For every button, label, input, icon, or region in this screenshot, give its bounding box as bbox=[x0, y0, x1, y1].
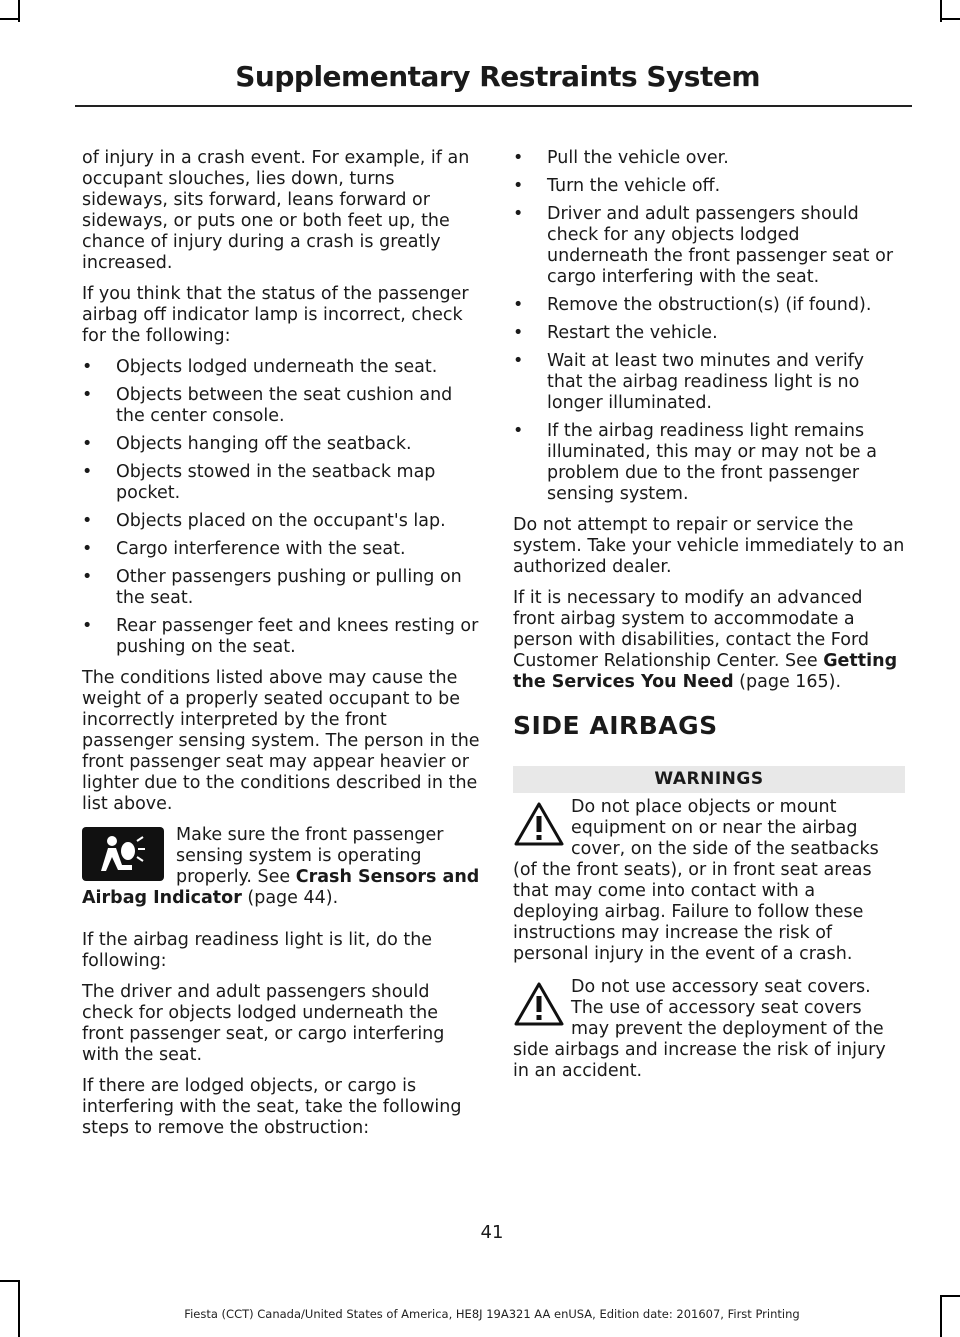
list-item: • Remove the obstruction(s) (if found). bbox=[513, 295, 905, 316]
list-item: • Turn the vehicle off. bbox=[513, 176, 905, 197]
airbag-note bbox=[82, 825, 480, 909]
header-divider bbox=[75, 105, 912, 107]
list-item: • Driver and adult passengers should check for any objects lodged underneath the front passenger seat or cargo interfering with the seat. bbox=[513, 204, 905, 288]
list-item: • Objects lodged underneath the seat. bbox=[82, 357, 480, 378]
crop-mark bbox=[942, 1295, 960, 1297]
crop-mark bbox=[942, 18, 960, 20]
list-item: • Restart the vehicle. bbox=[513, 323, 905, 344]
list-item: • Objects between the seat cushion and the center console. bbox=[82, 385, 480, 427]
warning-block bbox=[513, 797, 905, 965]
warnings-header: WARNINGS bbox=[513, 766, 905, 793]
steps-list bbox=[513, 148, 905, 505]
note-text: Make sure the front passenger sensing system is operating properly. See bbox=[176, 825, 444, 887]
paragraph: Do not attempt to repair or service the system. Take your vehicle immediately to an authorized dealer. bbox=[513, 515, 905, 577]
warning-text: Do not use accessory seat covers. The use of accessory seat covers may prevent the deployment of the side airbags and increase the risk of injury in an accident. bbox=[513, 977, 886, 1081]
paragraph: If you think that the status of the passenger airbag off indicator lamp is incorrect, check for the following: bbox=[82, 284, 469, 346]
warning-block bbox=[513, 977, 905, 1082]
paragraph: The conditions listed above may cause the weight of a properly seated occupant to be incorrectly interpreted by the front passenger sensing system. The person in the front passenger seat may appear heavier or lighter due to the conditions described in the list above. bbox=[82, 668, 480, 814]
list-item: • Other passengers pushing or pulling on the seat. bbox=[82, 567, 480, 609]
crop-mark bbox=[0, 1280, 18, 1282]
page-title: Supplementary Restraints System bbox=[235, 60, 760, 93]
list-item: • Objects placed on the occupant's lap. bbox=[82, 511, 480, 532]
check-list bbox=[82, 357, 480, 658]
crop-mark bbox=[18, 0, 20, 22]
warning-text: Do not place objects or mount equipment on or near the airbag cover, on the side of the seatbacks (of the front seats), or in front seat areas that may come into contact with a deploying airbag. Failure to follow these instructions may increase the risk of personal injury in the event of a crash. bbox=[513, 797, 879, 964]
list-item: • Wait at least two minutes and verify that the airbag readiness light is no longer illuminated. bbox=[513, 351, 905, 414]
paragraph: of injury in a crash event. For example, if an occupant slouches, lies down, turns sideways, sits forward, leans forward or sideways, or puts one or both feet up, the chance of injury during a crash is greatly increased. bbox=[82, 148, 470, 273]
paragraph-text: If it is necessary to modify an advanced front airbag system to accommodate a person with disabilities, contact the Ford Customer Relationship Center. See bbox=[513, 588, 869, 671]
page-ref: (page 165). bbox=[733, 672, 842, 692]
list-item: • Pull the vehicle over. bbox=[513, 148, 905, 169]
list-item: • Rear passenger feet and knees resting or pushing on the seat. bbox=[82, 616, 480, 658]
footer-text: Fiesta (CCT) Canada/United States of America, HE8J 19A321 AA enUSA, Edition date: 201607, First Printing bbox=[184, 1307, 800, 1321]
crash-sensors-link[interactable]: Crash Sensors and Airbag Indicator bbox=[82, 867, 480, 908]
left-column bbox=[82, 148, 480, 1149]
list-item: • Objects hanging off the seatback. bbox=[82, 434, 480, 455]
paragraph: If the airbag readiness light is lit, do the following: bbox=[82, 930, 433, 971]
services-link[interactable]: Getting the Services You Need bbox=[513, 651, 898, 692]
list-item: • Objects stowed in the seatback map pocket. bbox=[82, 462, 480, 504]
page-number: 41 bbox=[480, 1222, 504, 1243]
paragraph bbox=[513, 588, 905, 693]
right-column bbox=[513, 148, 905, 1094]
list-item: • If the airbag readiness light remains illuminated, this may or may not be a problem due to the front passenger sensing system. bbox=[513, 421, 905, 505]
paragraph: If there are lodged objects, or cargo is interfering with the seat, take the following steps to remove the obstruction: bbox=[82, 1076, 462, 1138]
warning-triangle-icon bbox=[513, 981, 565, 1027]
paragraph: The driver and adult passengers should check for objects lodged underneath the front passenger seat, or cargo interfering with the seat. bbox=[82, 982, 445, 1065]
airbag-passenger-icon bbox=[82, 827, 164, 881]
crop-mark bbox=[0, 18, 18, 20]
section-heading: SIDE AIRBAGS bbox=[513, 711, 718, 740]
list-item: • Cargo interference with the seat. bbox=[82, 539, 480, 560]
warning-triangle-icon bbox=[513, 801, 565, 847]
page-ref: (page 44). bbox=[241, 888, 339, 908]
